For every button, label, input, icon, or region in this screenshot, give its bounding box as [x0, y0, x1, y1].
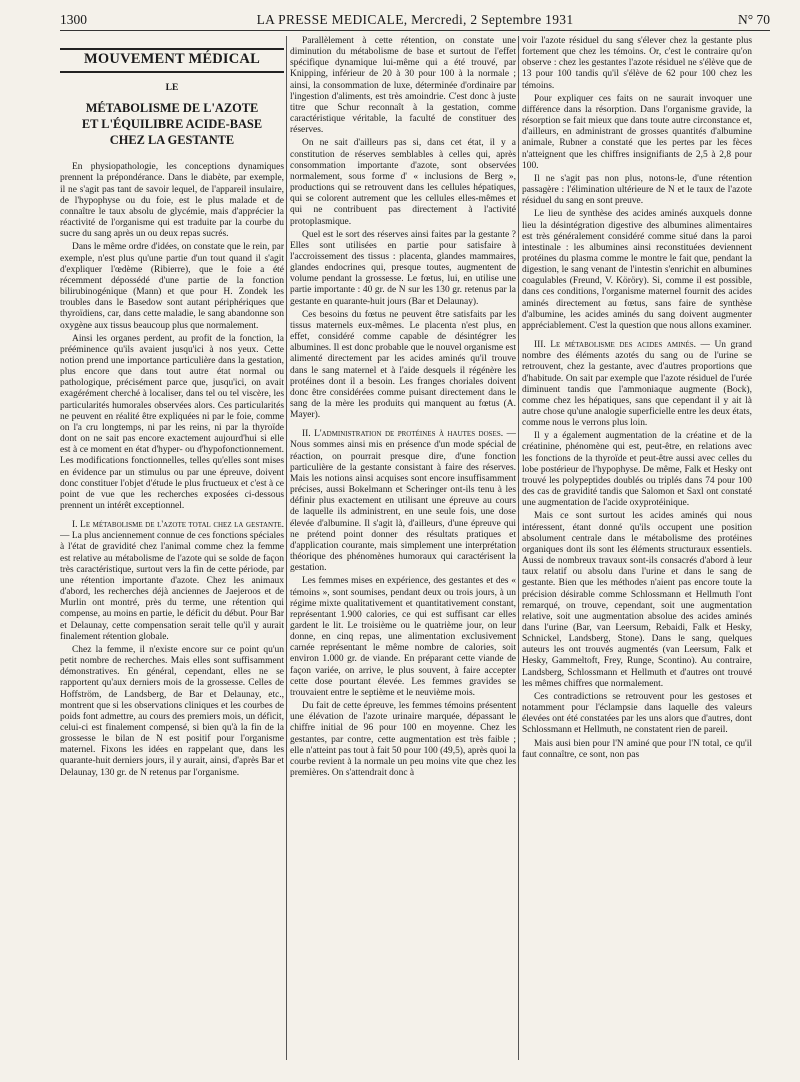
paragraph: Ainsi les organes perdent, au profit de la fonction, la prééminence qu'ils avaient jusqu'ici à nos yeux. Cette notion prend une importance particulière dans la gestation, plus encore que dans tout autre état normal ou pathologique, précisément parce que, jusqu'ici, on avait exagérément cherché à localiser, dans tel ou tel viscère, les particularités humorales observées alors. Ces particularités ne peuvent en réalité être expliquées ni par le foie, comme on l'a cru longtemps, ni par les reins, ni par la thyroïde dont on ne sait pas encore exactement aujourd'hui si elle est à ce moment en état d'hyper- ou d'hypofonctionnement. Les modifications fonctionnelles, telles qu'elles sont mises en évidence par un stimulus ou par une épreuve, doivent donc constituer l'objet d'étude le plus fructueux et c'est à ce point de vue que les recherches exposées ci-dessous prennent un intérêt exceptionnel.: [60, 333, 284, 511]
paragraph: Il ne s'agit pas non plus, notons-le, d'une rétention passagère : l'élimination ultérieure de N et le taux de l'azote résiduel du sang en sont preuve.: [522, 173, 752, 207]
paragraph: voir l'azote résiduel du sang s'élever chez la gestante plus fortement que chez les témoins. Or, c'est le contraire qu'on observe : chez les gestantes l'azote résiduel ne s'élève que de 13 pour 100 tandis qu'il s'élève de 62 pour 100 chez les témoins.: [522, 36, 752, 91]
article-title: [60, 100, 284, 148]
page-header: [60, 4, 770, 30]
article-kicker: LE: [165, 83, 179, 94]
section-paragraph: [60, 520, 284, 643]
header-rule: [60, 30, 770, 31]
paragraph: Mais ausi bien pour l'N aminé que pour l'N total, ce qu'il faut connaître, ce sont, non pas: [522, 738, 752, 760]
paragraph: On ne sait d'ailleurs pas si, dans cet état, il y a constitution de réserves semblables à celles qui, après consommation importante d'azote, sont observées normalement, sous forme d' « inclusions de Berg », productions qui se retrouvent dans les cellules hépatiques, qui se colorent autrement que les cellules elles-mêmes et qui ne contribuent pas directement à l'activité protoplasmique.: [290, 138, 516, 227]
section-text: — La plus anciennement connue de ces fonctions spéciales à l'état de gravidité chez l'animal comme chez la femme est relative au métabolisme de l'azote qui se solde de façon très caractéristique, surtout vers la fin de cette période, par une rétention importante d'azote. Chez les animaux d'abord, les recherches déjà anciennes de Jaejeroos et de Murlin ont montré, près du terme, une rétention qui compense, au moins en partie, le déficit du début. Pour Bar et Delaunay, cette compensation serait telle qu'il y aurait finalement rétention globale.: [60, 531, 284, 642]
paragraph: Du fait de cette épreuve, les femmes témoins présentent une élévation de l'azote urinaire marquée, dépassant le chiffre initial de 96 pour 100 en moyenne. Chez les gestantes, par contre, cette augmentation est très faible ; elle n'atteint pas tout à fait 50 pour 100 (49,5), après quoi la courbe revient à la normale un peu moins vite que chez les premières. On s'attendrait donc à: [290, 701, 516, 778]
column-3: [522, 36, 752, 1060]
section-heading: III. Le métabolisme des acides aminés.: [534, 340, 697, 351]
paragraph: Pour expliquer ces faits on ne saurait invoquer une différence dans la résorption. Dans l'organisme gravide, la résorption se fait mieux que dans toute autre circonstance et, d'ailleurs, en administrant de grosses quantités d'albumine animale, Rubner a constaté que les pertes par les fèces n'atteignent que les chiffres insignifiants de 2,5 à 2,8 pour 100.: [522, 93, 752, 171]
article-title-line: MÉTABOLISME DE L'AZOTE: [85, 101, 259, 116]
paragraph: Il y a également augmentation de la créatine et de la créatinine, phénomène qui est, peut-être, en relations avec les fonctions de la thyroïde et peut-être aussi avec celles du lobe postérieur de l'hypophyse. De même, Falk et Hesky ont trouvé les polypeptides doublés ou triplés dans 74 pour 100 des cas de gravidité tandis que Salomon et Saxl ont constaté une augmentation de l'acide oxyprotéinique.: [522, 431, 752, 509]
paragraph: Parallèlement à cette rétention, on constate une diminution du métabolisme de base et surtout de l'effet spécifique dynamique lui-même qui a été trouvé, par Knipping, inférieur de 20 à 30 pour 100 à la normale ; ainsi, la consommation de luxe, déterminée d'ordinaire par l'ingestion d'aliments, est très amoindrie. C'est donc à juste titre que Schur reconnaît à la gestation, comme caractéristique véritable, la faculté de constituer des réserves.: [290, 36, 516, 136]
section-paragraph: [522, 340, 752, 429]
paragraph: Quel est le sort des réserves ainsi faites par la gestante ? Elles sont utilisées en partie pour satisfaire à l'accroissement des tissus : placenta, glandes mammaires, glandes endocrines qui, presque toutes, augmentent de volume pendant la grossesse. Le fœtus, lui, en utilise une partie importante : 40 gr. de N sur les 130 gr. retenus par la gestante en quarante-huit jours (Bar et Delaunay).: [290, 229, 516, 307]
section-heading: I. Le métabolisme de l'azote total chez la gestante.: [72, 520, 284, 531]
paragraph: Ces besoins du fœtus ne peuvent être satisfaits par les tissus maternels eux-mêmes. Le placenta n'est plus, en effet, considéré comme capable de désintégrer les albumines. Il est donc probable que le nouvel organisme est alimenté directement par les acides aminés qu'il trouve dans le sang maternel et à l'aide desquels il régénère les protéines dont il a besoin. Les franges choriales doivent donc être considérées comme puisant directement dans le sang de la mère les produits qui manquent au fœtus (A. Mayer).: [290, 309, 516, 421]
paragraph: Dans le même ordre d'idées, on constate que le rein, par exemple, n'est plus qu'une partie d'un tout quand il s'agit d'expliquer l'œdème (Ribierre), que le foie a été récemment dépossédé d'une partie de la fonction bilirubinogénique (Mann) et que pour H. Zondek les troubles dans le Basedow sont autant périphériques que thyroïdiens, car, dans cette maladie, le sang abandonne son oxygène aux tissus beaucoup plus que normalement.: [60, 242, 284, 331]
page-number: 1300: [60, 12, 87, 27]
column-divider: [518, 36, 519, 1060]
issue-number: N° 70: [737, 12, 770, 27]
article-title-line: ET L'ÉQUILIBRE ACIDE-BASE: [81, 117, 263, 132]
article-title-line: CHEZ LA GESTANTE: [109, 133, 235, 148]
column-1: [60, 36, 284, 1060]
section-rubric: MOUVEMENT MÉDICAL: [60, 48, 284, 73]
section-text: — Un grand nombre des éléments azotés du sang ou de l'urine se retrouvent, chez la gestante, avec d'autres proportions que d'habitude. On sait par exemple que l'azote résiduel de l'urée diminuent tandis que l'ammoniaque augmente (Bock), comme chez les hépatiques, sans que cependant il y ait là autre chose qu'une analogie superficielle entre les deux états, comme nous le verrons plus loin.: [522, 340, 752, 429]
section-heading: II. L'administration de protéines à hautes doses.: [302, 429, 504, 440]
paragraph: Ces contradictions se retrouvent pour les gestoses et notamment pour l'éclampsie dans laquelle des valeurs élevées ont été constatées par les uns alors que d'autres, dont Schlossmann et Hellmuth, ne constatent rien de pareil.: [522, 691, 752, 736]
paragraph: Les femmes mises en expérience, des gestantes et des « témoins », sont soumises, pendant deux ou trois jours, à un régime mixte qualitativement et quantitativement constant, représentant 1.900 calories, ce qui est suffisant car elles gardent le lit. Le troisième ou le quatrième jour, on leur donne, en cinq repas, une alimentation exclusivement carnée représentant le même nombre de calories, soit environ 1.000 gr. de viande. En préparant cette viande de façon variée, on arrive, le plus souvent, à faire accepter cette dose pourtant élevée. Les femmes gravides se trouvaient entre le septième et le neuvième mois.: [290, 576, 516, 698]
section-text: — Nous sommes ainsi mis en présence d'un mode spécial de réaction, on pourrait presque dire, d'une fonction particulière de la gestante consistant à faire des réserves. Mais les notions ainsi acquises sont encore insuffisamment précises, aussi Bokelmann et Scheringer ont-ils tenu à les définir plus exactement en utilisant une épreuve au cours de laquelle ils administrent, en une seule fois, une dose élevée d'albumine. Il s'agit là, d'ailleurs, d'une épreuve qui ne prétend point donner des résultats pratiques et d'application courante, mais simplement une interprétation théorique des phénomènes humoraux qui caractérisent la gestation.: [290, 429, 516, 574]
journal-title: LA PRESSE MEDICALE, Mercredi, 2 Septembre 1931: [256, 12, 574, 27]
section-paragraph: [290, 429, 516, 574]
paragraph: En physiopathologie, les conceptions dynamiques prennent la prépondérance. Dans le diabète, par exemple, il ne s'agit pas tant de savoir lequel, de l'appareil insulaire, de l'hypophyse ou du foie, est le plus malade et de connaître le taux absolu de glycémie, mais d'apprécier la réactivité de l'organisme qui est traduite par la courbe du sucre du sang après un ou deux repas sucrés.: [60, 162, 284, 240]
paragraph: Mais ce sont surtout les acides aminés qui nous intéressent, étant donné qu'ils occupent une position absolument centrale dans le métabolisme des protéines organiques dont ils sont les éléments structuraux essentiels. Aussi de nombreux travaux sont-ils consacrés d'abord à leur taux relatif ou absolu dans l'urine et dans le sang de gestante. Bien que les méthodes n'aient pas encore toute la précision désirable comme Schlossmann et Hellmuth l'ont remarqué, on trouve, cependant, soit une augmentation relative, soit une augmentation absolue des acides aminés dans l'urine (Bar, van Leersum, Rebaidi, Falk et Hesky, Schnickel, Landsberg, Stone). Dans le sang, quelques auteurs les ont trouvés augmentés (van Leersum, Falk et Hesky, Gammeltoft, Frey, Runge, Scontino). Au contraire, Landsberg, Schlossmann et Hellmuth et d'autres ont trouvé les mêmes chiffres que normalement.: [522, 511, 752, 689]
column-divider: [286, 36, 287, 1060]
column-2: [290, 36, 516, 1060]
paragraph: Le lieu de synthèse des acides aminés auxquels donne lieu la désintégration digestive des albumines alimentaires est très généralement considéré comme situé dans la paroi intestinale : les albumines ainsi reconstituées deviennent protéines du plasma comme le montre le fait que, pendant la digestion, le sang venant de l'intestin s'enrichit en albumines coagulables (Freund, V. Köröry). Si, comme il est possible, dans ces conditions, l'organisme maternel fournit des acides aminés directement au fœtus, sans faire de synthèse d'albumine, les acides aminés du sang doivent augmenter appréciablement. C'est la question que nous allons examiner.: [522, 209, 752, 331]
paragraph: Chez la femme, il n'existe encore sur ce point qu'un petit nombre de recherches. Mais elles sont suffisamment démonstratives. En général, cependant, elles ne se rapportent qu'aux derniers mois de la grossesse. Celles de Hoffström, de Landsberg, de Bar et Delaunay, etc., montrent que si les observations cliniques et les courbes de poids font admettre, au cours des premiers mois, un déficit, celui-ci est finalement compensé, si bien qu'à la fin de la grossesse le bilan de N est positif pour l'organisme maternel. Fixons les idées en rappelant que, dans les quarante-huit derniers jours, il y aurait, ainsi, d'après Bar et Delaunay, 130 gr. de N retenus par l'organisme.: [60, 644, 284, 778]
